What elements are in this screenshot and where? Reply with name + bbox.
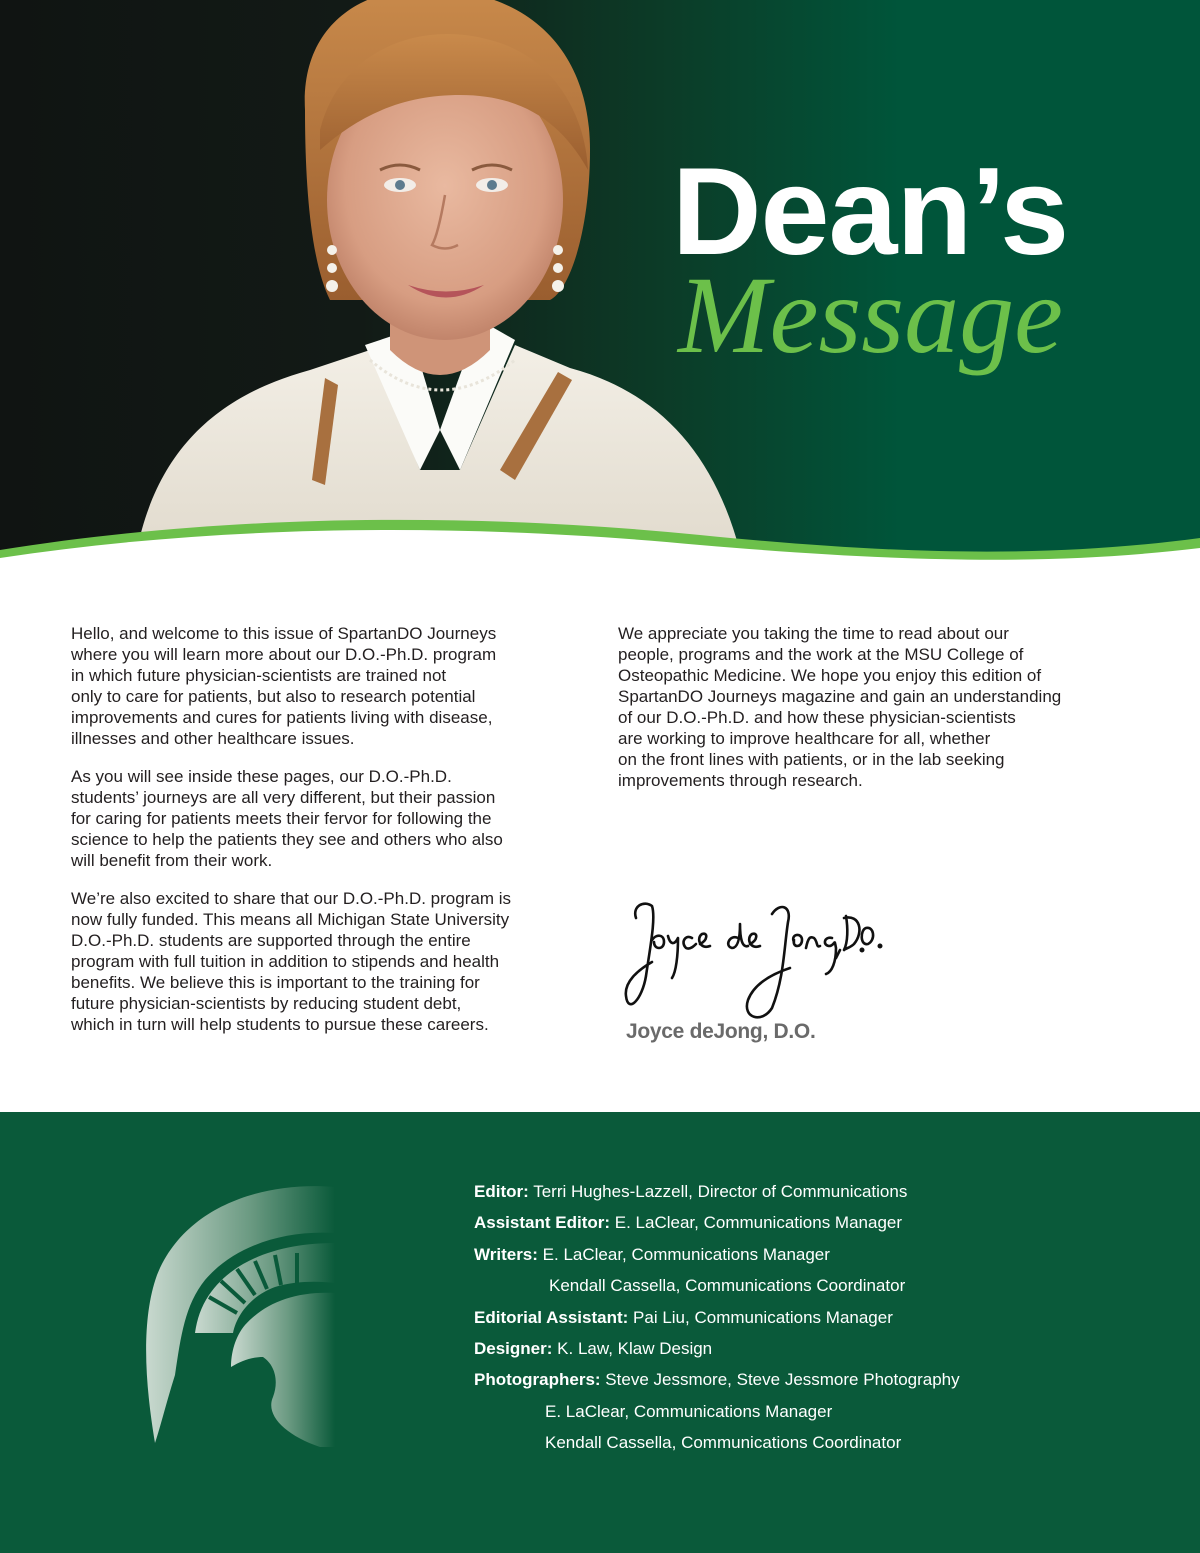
spartan-helmet-logo — [145, 1185, 340, 1450]
credit-label: Editorial Assistant: — [474, 1307, 629, 1327]
credit-value: K. Law, Klaw Design — [557, 1338, 713, 1358]
credit-value: Kendall Cassella, Communications Coordinator — [545, 1433, 902, 1453]
handwritten-signature — [622, 888, 884, 1028]
credit-row-photographers — [474, 1367, 1174, 1398]
credit-row-writers — [474, 1242, 1174, 1273]
title-deans: Dean’s — [672, 143, 1069, 281]
credit-value: Kendall Cassella, Communications Coordinator — [549, 1276, 906, 1296]
credit-value: E. LaClear, Communications Manager — [614, 1213, 903, 1233]
credit-value: E. LaClear, Communications Manager — [545, 1401, 833, 1421]
credit-row-photographers-cont — [474, 1430, 1174, 1461]
credit-value: E. LaClear, Communications Manager — [542, 1244, 830, 1264]
credit-row-photographers-cont — [474, 1399, 1174, 1430]
title-block — [672, 143, 1192, 376]
credit-row-designer — [474, 1336, 1174, 1367]
credit-label: Designer: — [474, 1338, 553, 1358]
credit-label: Assistant Editor: — [474, 1213, 611, 1233]
paragraph: We appreciate you taking the time to read about our people, programs and the work at the MSU College of Osteopathic Medicine. We hope you enjoy this edition of SpartanDO Journeys magazine and gain an understanding of our D.O.-Ph.D. and how these physician-scientists are working to improve healthcare for all, whether on the front lines with patients, or in the lab seeking improvements through research. — [618, 624, 1062, 790]
signature-name: Joyce deJong, D.O. — [626, 1020, 816, 1043]
credits-list — [474, 1179, 1174, 1462]
right-column-text — [618, 623, 1148, 808]
title-message: Message — [678, 254, 1063, 376]
credit-value: Pai Liu, Communications Manager — [633, 1307, 893, 1327]
credit-label: Editor: — [474, 1182, 529, 1201]
credit-value: Terri Hughes-Lazzell, Director of Communications — [533, 1182, 908, 1201]
header-wave-divider — [0, 500, 1200, 600]
credit-value: Steve Jessmore, Steve Jessmore Photography — [605, 1370, 960, 1390]
credit-row-editor — [474, 1179, 1174, 1210]
credit-row-assistant-editor — [474, 1210, 1174, 1241]
paragraph: As you will see inside these pages, our D.O.-Ph.D. students’ journeys are all very different, but their passion for caring for patients meets their fervor for following the science to help the patients they see and others who also will benefit from their work. — [71, 767, 503, 870]
credit-row-editorial-assistant — [474, 1305, 1174, 1336]
credit-label: Photographers: — [474, 1370, 601, 1390]
credit-row-writers-cont — [474, 1273, 1174, 1304]
left-column-text — [71, 623, 591, 1052]
paragraph: Hello, and welcome to this issue of SpartanDO Journeys where you will learn more about our D.O.-Ph.D. program in which future physician-scientists are trained not only to care for patients, but also to research potential improvements and cures for patients living with disease, illnesses and other healthcare issues. — [71, 624, 497, 748]
header-banner — [0, 0, 1200, 600]
credit-label: Writers: — [474, 1244, 538, 1264]
paragraph: We’re also excited to share that our D.O.-Ph.D. program is now fully funded. This means all Michigan State University D.O.-Ph.D. students are supported through the entire program with full tuition in addition to stipends and health benefits. We believe this is important to the training for future physician-scientists by reducing student debt, which in turn will help students to pursue these careers. — [71, 889, 511, 1034]
